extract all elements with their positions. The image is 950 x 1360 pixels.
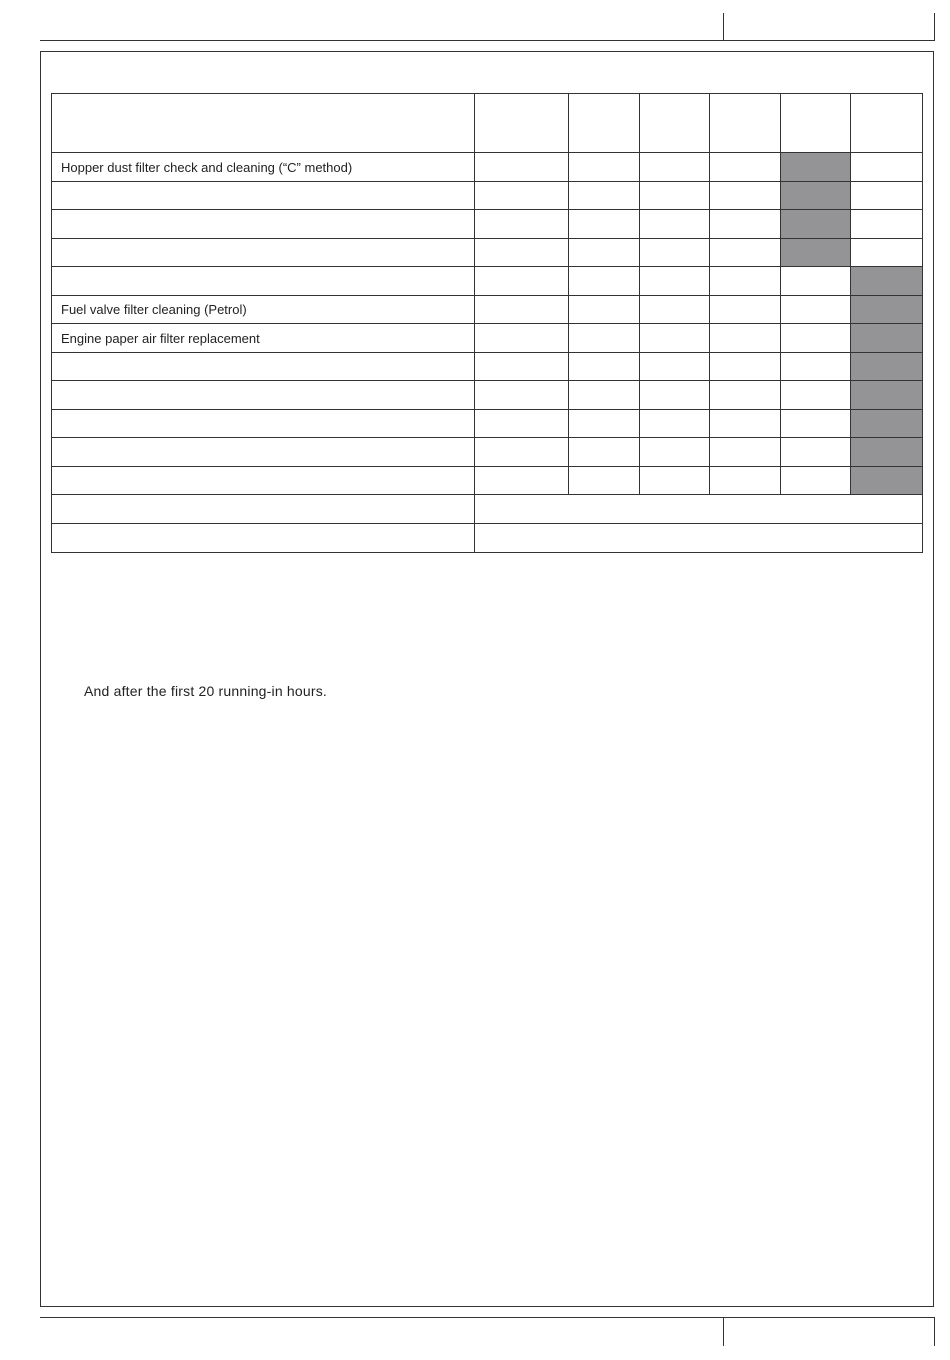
header-tab-divider	[723, 13, 724, 41]
footer-rule	[40, 1317, 935, 1318]
table-cell	[781, 296, 851, 324]
table-cell-shaded	[781, 182, 851, 210]
table-cell	[475, 467, 569, 495]
table-cell	[781, 410, 851, 438]
table-row-label: Hopper dust filter check and cleaning (“C” method)	[51, 153, 475, 182]
table-cell	[710, 182, 781, 210]
table-cell-shaded	[781, 153, 851, 182]
table-row-label	[51, 210, 475, 239]
table-cell	[851, 93, 923, 153]
table-cell	[710, 153, 781, 182]
table-cell-shaded	[851, 296, 923, 324]
table-cell	[475, 353, 569, 381]
table-row-label	[51, 93, 475, 153]
header-rule	[40, 40, 935, 41]
footnote-text: And after the first 20 running-in hours.	[84, 683, 328, 699]
table-cell	[569, 93, 640, 153]
table-cell-shaded	[851, 353, 923, 381]
table-row-label	[51, 267, 475, 296]
table-cell	[475, 239, 569, 267]
table-cell	[640, 296, 710, 324]
table-row-label	[51, 495, 475, 524]
table-cell-shaded	[851, 324, 923, 353]
table-cell-shaded	[851, 467, 923, 495]
table-row-label	[51, 524, 475, 553]
table-cell	[475, 381, 569, 410]
table-cell	[640, 467, 710, 495]
table-cell	[851, 239, 923, 267]
table-cell	[781, 353, 851, 381]
table-cell	[851, 182, 923, 210]
table-cell	[710, 324, 781, 353]
table-cell	[710, 353, 781, 381]
table-cell	[710, 239, 781, 267]
table-cell	[710, 267, 781, 296]
table-cell	[781, 381, 851, 410]
table-cell	[475, 495, 923, 524]
table-cell	[569, 239, 640, 267]
table-row-label	[51, 467, 475, 495]
table-cell	[710, 93, 781, 153]
table-cell	[569, 353, 640, 381]
table-cell	[851, 210, 923, 239]
table-cell	[781, 467, 851, 495]
table-cell	[640, 153, 710, 182]
table-cell	[851, 153, 923, 182]
table-cell	[640, 210, 710, 239]
table-row-label	[51, 410, 475, 438]
table-cell	[710, 381, 781, 410]
table-cell	[640, 353, 710, 381]
table-cell	[569, 410, 640, 438]
header-right-edge	[934, 13, 935, 41]
table-cell	[569, 153, 640, 182]
table-cell	[475, 93, 569, 153]
table-cell	[640, 381, 710, 410]
table-row-label	[51, 353, 475, 381]
table-cell-shaded	[781, 210, 851, 239]
table-cell-shaded	[851, 410, 923, 438]
table-cell	[475, 438, 569, 467]
table-row-label: Fuel valve filter cleaning (Petrol)	[51, 296, 475, 324]
table-cell	[569, 182, 640, 210]
table-cell	[640, 410, 710, 438]
table-cell	[781, 93, 851, 153]
table-cell	[640, 267, 710, 296]
table-cell-shaded	[851, 381, 923, 410]
table-cell	[475, 210, 569, 239]
table-row-label	[51, 182, 475, 210]
table-cell	[710, 296, 781, 324]
table-cell	[710, 210, 781, 239]
table-cell	[781, 267, 851, 296]
table-row-label	[51, 381, 475, 410]
maintenance-table	[51, 93, 923, 553]
table-cell	[640, 239, 710, 267]
table-cell	[475, 524, 923, 553]
table-cell	[569, 296, 640, 324]
table-cell	[475, 324, 569, 353]
table-cell	[569, 467, 640, 495]
table-cell-shaded	[851, 267, 923, 296]
table-cell	[475, 267, 569, 296]
footer-right-edge	[934, 1318, 935, 1346]
table-cell	[781, 438, 851, 467]
table-cell	[710, 467, 781, 495]
table-cell	[640, 324, 710, 353]
table-cell	[569, 210, 640, 239]
table-cell	[475, 296, 569, 324]
table-cell	[710, 410, 781, 438]
table-cell	[475, 410, 569, 438]
table-row-label	[51, 438, 475, 467]
table-cell	[569, 267, 640, 296]
table-cell	[569, 438, 640, 467]
table-cell	[781, 324, 851, 353]
table-cell-shaded	[781, 239, 851, 267]
footer-tab-divider	[723, 1318, 724, 1346]
table-cell-shaded	[851, 438, 923, 467]
table-row-label	[51, 239, 475, 267]
table-cell	[569, 324, 640, 353]
table-cell	[475, 182, 569, 210]
table-cell	[475, 153, 569, 182]
table-cell	[640, 182, 710, 210]
table-row-label: Engine paper air filter replacement	[51, 324, 475, 353]
table-cell	[710, 438, 781, 467]
table-cell	[569, 381, 640, 410]
table-cell	[640, 438, 710, 467]
table-cell	[640, 93, 710, 153]
